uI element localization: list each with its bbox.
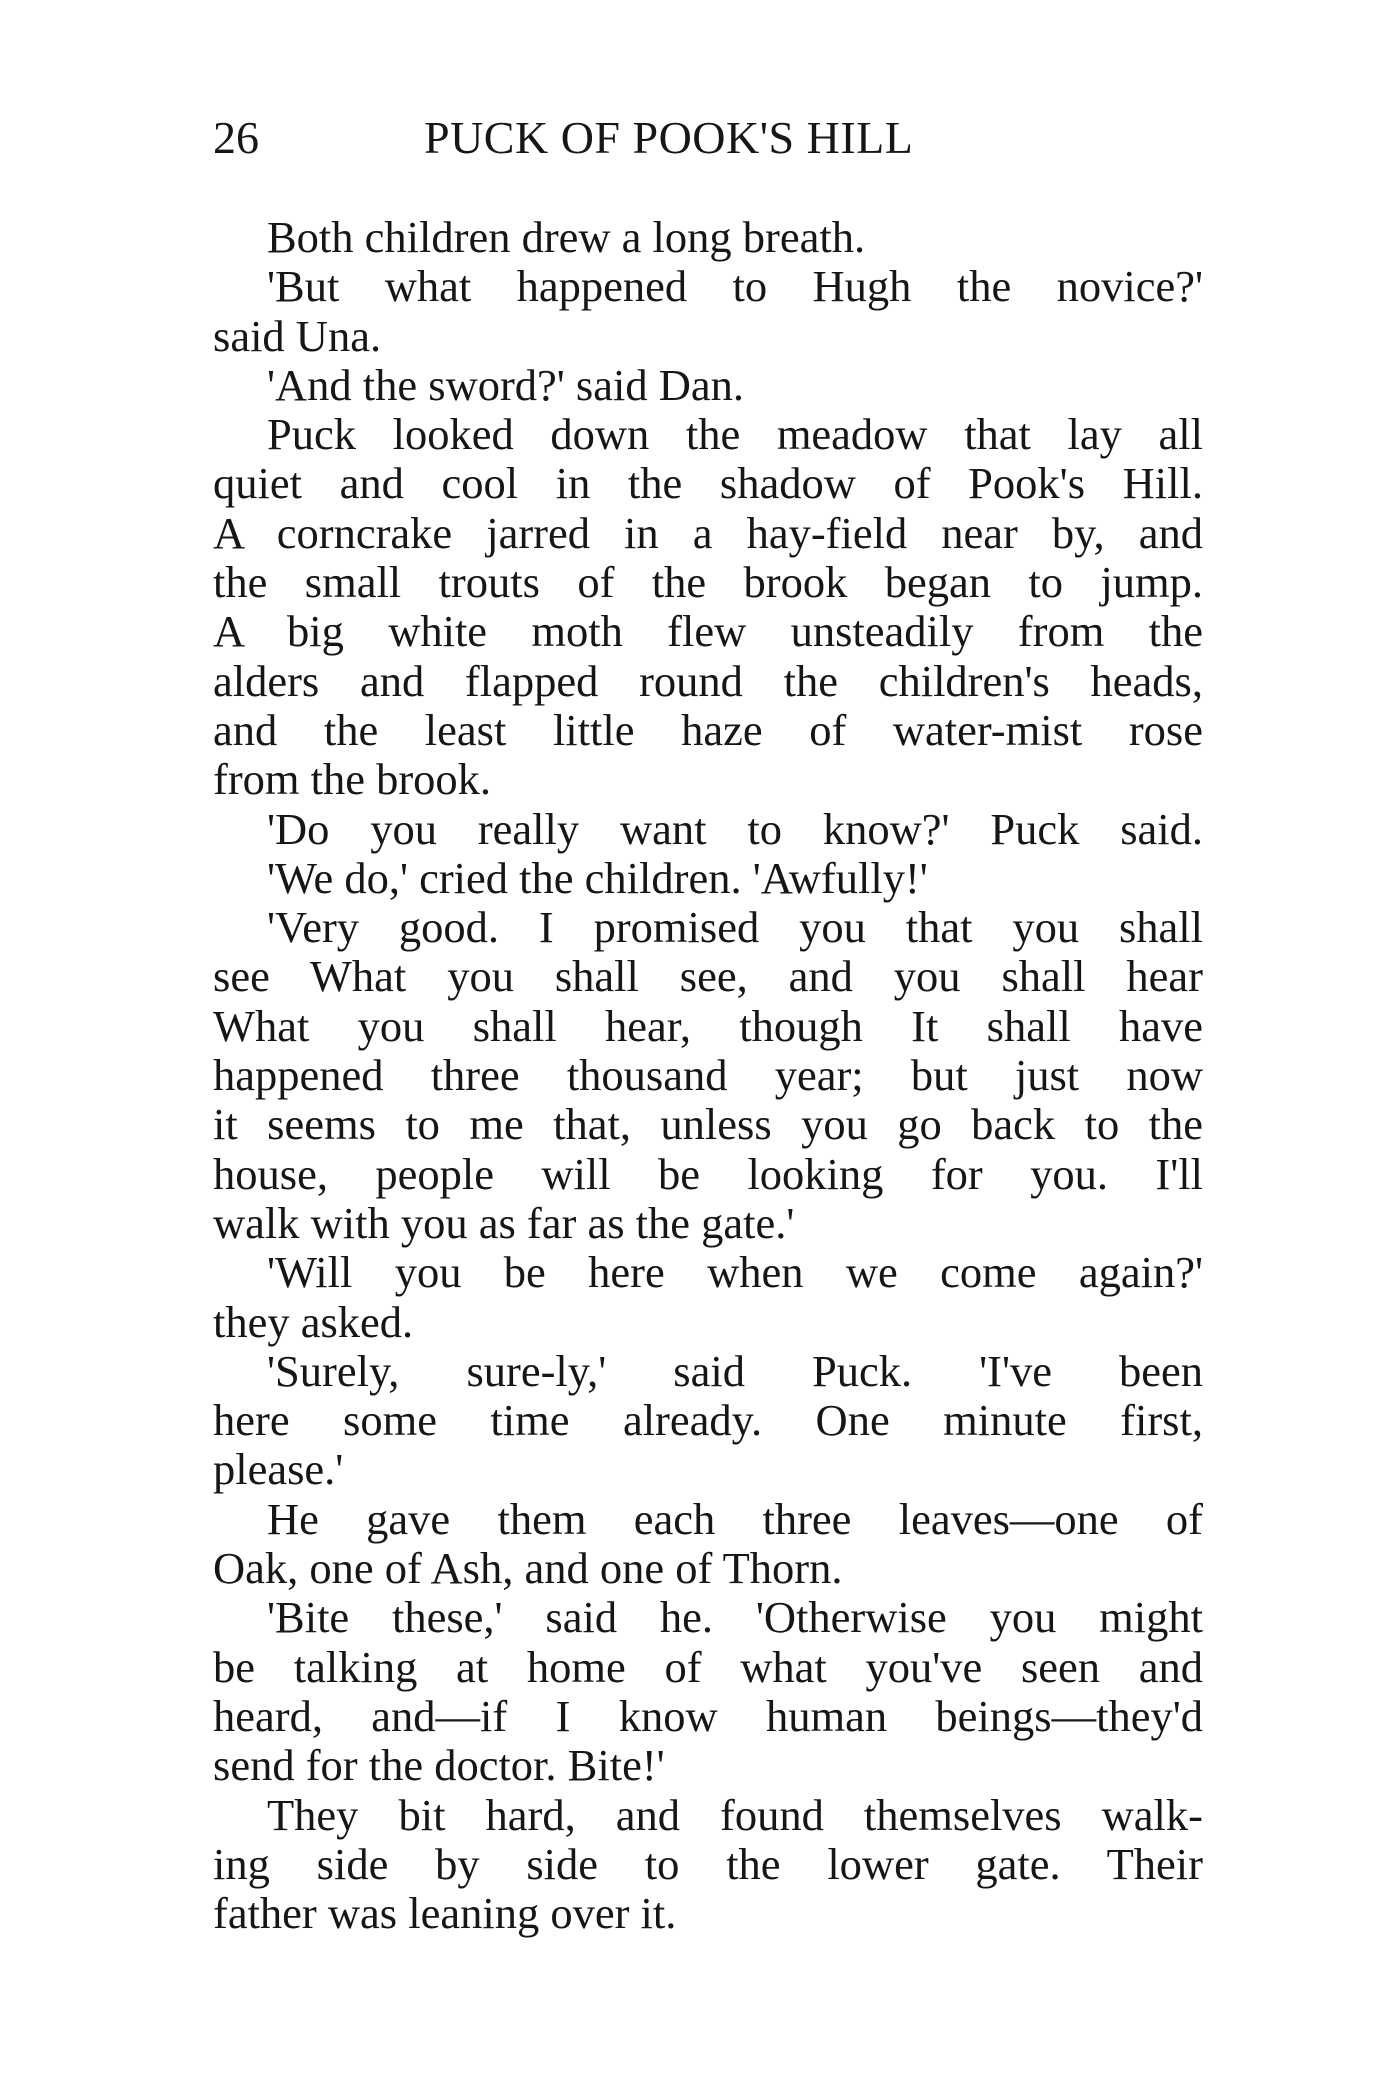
text-line: 'Bite these,' said he. 'Otherwise you might: [267, 1593, 1203, 1643]
text-line: from the brook.: [213, 754, 492, 805]
text-line: they asked.: [213, 1296, 414, 1347]
text-line: Puck looked down the meadow that lay all: [267, 410, 1203, 460]
text-line: the small trouts of the brook began to jump.: [213, 558, 1203, 608]
text-line: Both children drew a long breath.: [267, 212, 866, 262]
text-line: He gave them each three leaves—one of: [267, 1494, 1203, 1544]
text-line: see What you shall see, and you shall hear: [213, 952, 1203, 1002]
text-line: said Una.: [213, 310, 382, 361]
text-line: alders and flapped round the children's heads,: [213, 656, 1203, 706]
text-line: A corncrake jarred in a hay-field near by, and: [213, 508, 1203, 558]
text-line: 'But what happened to Hugh the novice?': [267, 262, 1203, 312]
text-line: be talking at home of what you've seen and: [213, 1642, 1203, 1692]
text-line: 'Will you be here when we come again?': [267, 1248, 1203, 1298]
text-line: Oak, one of Ash, and one of Thorn.: [213, 1543, 843, 1594]
text-line: and the least little haze of water-mist rose: [213, 705, 1203, 755]
page-number: 26: [213, 112, 259, 163]
text-line: send for the doctor. Bite!': [213, 1740, 665, 1791]
page-header: [213, 108, 1213, 168]
text-line: father was leaning over it.: [213, 1888, 677, 1939]
text-line: ing side by side to the lower gate. Their: [213, 1839, 1203, 1889]
text-line: 'And the sword?' said Dan.: [267, 359, 745, 410]
text-line: quiet and cool in the shadow of Pook's Hill.: [213, 459, 1203, 509]
text-line: 'Do you really want to know?' Puck said.: [267, 804, 1203, 854]
text-line: They bit hard, and found themselves walk-: [267, 1790, 1203, 1840]
text-line: What you shall hear, though It shall have: [213, 1001, 1203, 1051]
running-title: PUCK OF POOK'S HILL: [424, 112, 914, 163]
text-line: heard, and—if I know human beings—they'd: [213, 1691, 1203, 1741]
text-line: house, people will be looking for you. I'll: [213, 1149, 1203, 1199]
text-line: 'Very good. I promised you that you shall: [267, 903, 1203, 953]
text-line: it seems to me that, unless you go back to the: [213, 1100, 1203, 1150]
body-text: [213, 213, 1203, 1938]
text-line: here some time already. One minute first,: [213, 1396, 1203, 1446]
text-line: 'We do,' cried the children. 'Awfully!': [267, 852, 928, 903]
text-line: happened three thousand year; but just now: [213, 1051, 1203, 1101]
text-line: 'Surely, sure-ly,' said Puck. 'I've been: [267, 1346, 1203, 1396]
text-line: A big white moth flew unsteadily from the: [213, 607, 1203, 657]
text-line: walk with you as far as the gate.': [213, 1197, 795, 1248]
text-line: please.': [213, 1444, 344, 1495]
